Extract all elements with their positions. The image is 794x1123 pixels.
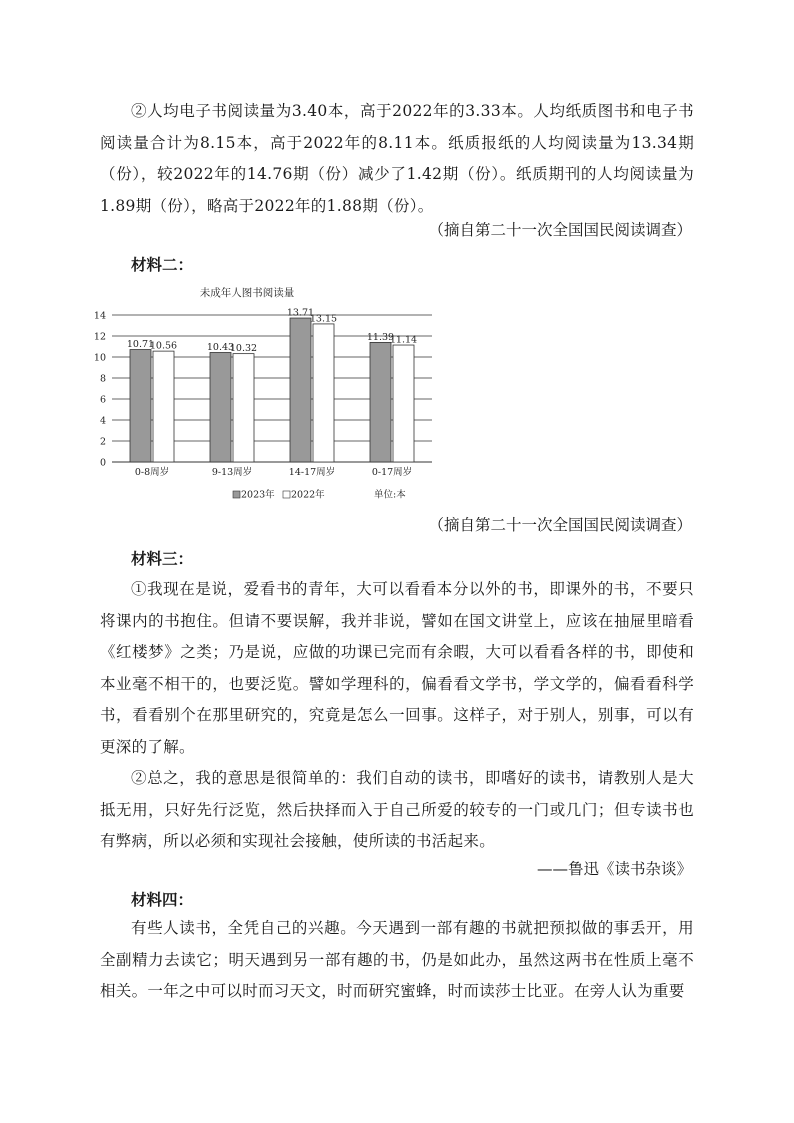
y-tick-label-6: 6	[99, 394, 106, 406]
bar-2022年-9-13周岁	[233, 354, 254, 462]
data-label-2022年-0-8周岁: 10.56	[149, 340, 178, 352]
bar-2023年-9-13周岁	[210, 352, 231, 462]
material-three-paragraph-1: ①我现在是说，爱看书的青年，大可以看看本分以外的书，即课外的书，不要只将课内的书抱住。但请不要误解，我并非说，譬如在国文讲堂上，应该在抽屉里暗看《红楼梦》之类；乃是说，应做的功课已完而有余暇，大可以看看各样的书，即使和本业毫不相干的，也要泛览。譬如学理科的，偏看看文学书，学文学的，偏看看科学书，看看别个在那里研究的，究竟是怎么一回事。这样子，对于别人，别事，可以有更深的了解。	[100, 580, 694, 756]
y-tick-label-12: 12	[93, 331, 106, 343]
legend-label-2023: 2023年	[241, 489, 275, 501]
data-label-2022年-0-17周岁: 11.14	[389, 334, 418, 346]
y-tick-label-2: 2	[99, 436, 106, 448]
y-tick-label-4: 4	[99, 415, 106, 427]
source-citation-2: （摘自第二十一次全国国民阅读调查）	[428, 516, 692, 534]
data-label-2023年-0-17周岁: 11.39	[366, 331, 395, 343]
chart-unit-note: 单位:本	[374, 489, 406, 501]
bar-2022年-14-17周岁	[313, 324, 334, 462]
bar-2023年-0-17周岁	[370, 342, 391, 462]
source-citation-1: （摘自第二十一次全国国民阅读调查）	[428, 221, 692, 239]
category-label-0-17周岁: 0-17周岁	[371, 467, 413, 478]
legend-swatch-2022	[283, 491, 290, 498]
data-label-2023年-0-8周岁: 10.71	[126, 339, 155, 351]
source-citation-3: ——鲁迅《读书杂谈》	[536, 860, 692, 878]
reading-volume-bar-chart	[90, 282, 440, 507]
y-tick-label-10: 10	[93, 352, 106, 364]
chart-category-labels	[135, 466, 412, 478]
bar-2023年-14-17周岁	[290, 318, 311, 462]
bar-2022年-0-8周岁	[153, 351, 174, 462]
legend-label-2022: 2022年	[291, 489, 325, 501]
chart-title: 未成年人图书阅读量	[199, 287, 295, 299]
material-four-paragraph: 有些人读书，全凭自己的兴趣。今天遇到一部有趣的书就把预拟做的事丢开，用全副精力去读它；明天遇到另一部有趣的书，仍是如此办，虽然这两书在性质上毫不相关。一年之中可以时而习天文，时而研究蜜蜂，时而读莎士比亚。在旁人认为重要	[100, 919, 694, 1000]
chart-y-ticks	[94, 311, 106, 469]
chart-legend	[233, 489, 406, 501]
data-label-2022年-14-17周岁: 13.15	[309, 313, 338, 325]
bar-2023年-0-8周岁	[130, 350, 151, 462]
category-label-14-17周岁: 14-17周岁	[288, 467, 336, 478]
material-three-paragraph-2: ②总之，我的意思是很简单的：我们自动的读书，即嗜好的读书，请教别人是大抵无用，只好先行泛览，然后抉择而入于自己所爱的较专的一门或几门；但专读书也有弊病，所以必须和实现社会接触，使所读的书活起来。	[100, 769, 694, 850]
y-tick-label-0: 0	[99, 457, 106, 469]
material-three-heading: 材料三：	[131, 549, 194, 568]
legend-swatch-2023	[233, 491, 240, 498]
y-tick-label-14: 14	[93, 310, 106, 322]
data-label-2023年-9-13周岁: 10.43	[206, 341, 235, 353]
y-tick-label-8: 8	[99, 373, 106, 385]
bar-2022年-0-17周岁	[393, 345, 414, 462]
material-two-heading: 材料二：	[131, 255, 194, 274]
data-label-2023年-14-17周岁: 13.71	[286, 307, 315, 319]
material-four-heading: 材料四：	[131, 890, 194, 909]
data-label-2022年-9-13周岁: 10.32	[229, 343, 258, 355]
category-label-9-13周岁: 9-13周岁	[211, 467, 253, 478]
category-label-0-8周岁: 0-8周岁	[134, 467, 170, 478]
material-one-paragraph-2: ②人均电子书阅读量为3.40本，高于2022年的3.33本。人均纸质图书和电子书阅读量合计为8.15本，高于2022年的8.11本。纸质报纸的人均阅读量为13.34期（份），较2022年的14.76期（份）减少了1.42期（份）。纸质期刊的人均阅读量为1.89期（份），略高于2022年的1.88期（份）。	[100, 102, 694, 215]
